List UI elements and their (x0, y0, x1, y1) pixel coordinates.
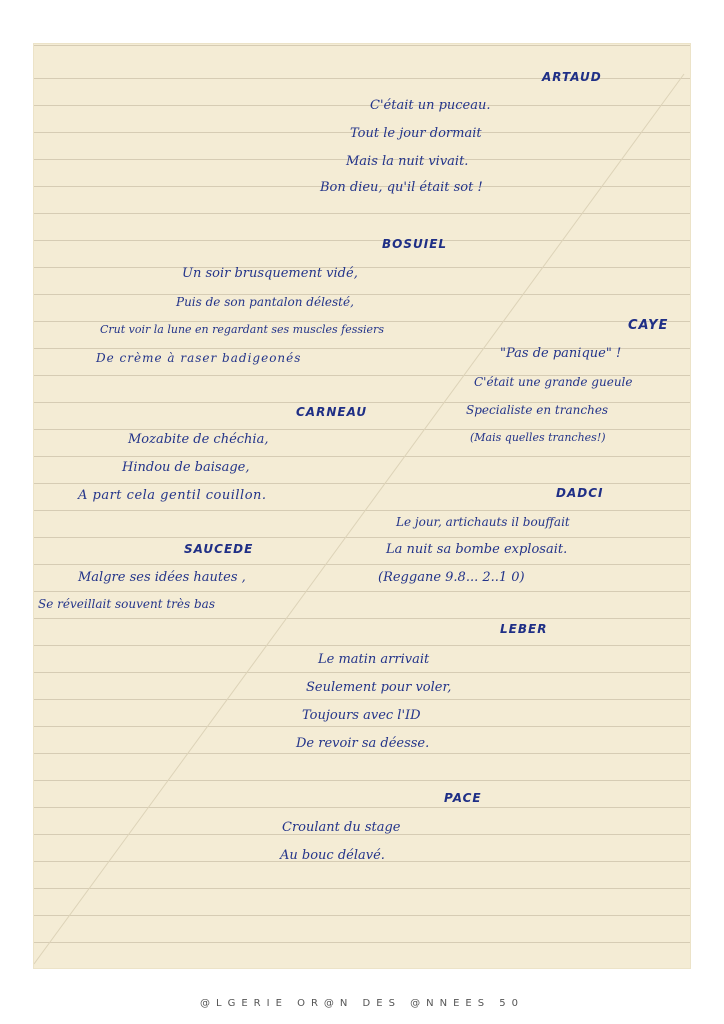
verse-name-pace: PACE (444, 791, 482, 805)
verse-line: La nuit sa bombe explosait. (386, 542, 568, 557)
verse-line: A part cela gentil couillon. (78, 488, 267, 503)
verse-line: Tout le jour dormait (350, 126, 482, 141)
verse-line: Au bouc délavé. (280, 848, 385, 863)
verse-line: Le jour, artichauts il bouffait (396, 515, 570, 529)
verse-line: Mais la nuit vivait. (346, 154, 469, 169)
notebook-page (34, 44, 690, 968)
verse-name-dadci: DADCI (556, 486, 604, 500)
verse-line: Bon dieu, qu'il était sot ! (320, 180, 483, 195)
verse-line: Malgre ses idées hautes , (78, 570, 246, 585)
verse-line: "Pas de panique" ! (500, 346, 622, 361)
verse-line: C'était un puceau. (370, 98, 491, 113)
verse-name-artaud: ARTAUD (542, 70, 602, 84)
verse-line: (Reggane 9.8... 2..1 0) (378, 570, 525, 585)
verse-line: Le matin arrivait (318, 652, 430, 667)
verse-name-saucede: SAUCEDE (184, 542, 254, 556)
verse-line: Seulement pour voler, (306, 680, 452, 695)
verse-line: De crème à raser badigeonés (96, 351, 302, 365)
verse-line: Croulant du stage (282, 820, 401, 835)
verse-line: (Mais quelles tranches!) (470, 431, 606, 444)
verse-line: Mozabite de chéchia, (128, 432, 269, 447)
verse-line: Toujours avec l'ID (302, 708, 421, 723)
verse-line: Crut voir la lune en regardant ses muscles fessiers (100, 323, 384, 336)
verse-line: C'était une grande gueule (474, 375, 633, 389)
verse-name-carneau: CARNEAU (296, 405, 368, 419)
verse-line: Specialiste en tranches (466, 403, 609, 417)
page-footer: @LGERIE OR@N DES @NNEES 50 (200, 998, 524, 1009)
verse-line: Un soir brusquement vidé, (182, 266, 358, 281)
verse-name-leber: LEBER (500, 622, 548, 636)
verse-line: Hindou de baisage, (122, 460, 250, 475)
verse-line: Puis de son pantalon délesté, (176, 295, 354, 309)
verse-name-bosuiel: BOSUIEL (382, 237, 448, 251)
verse-name-caye: CAYE (628, 318, 669, 333)
verse-line: Se réveillait souvent très bas (38, 597, 215, 611)
verse-line: De revoir sa déesse. (296, 736, 430, 751)
